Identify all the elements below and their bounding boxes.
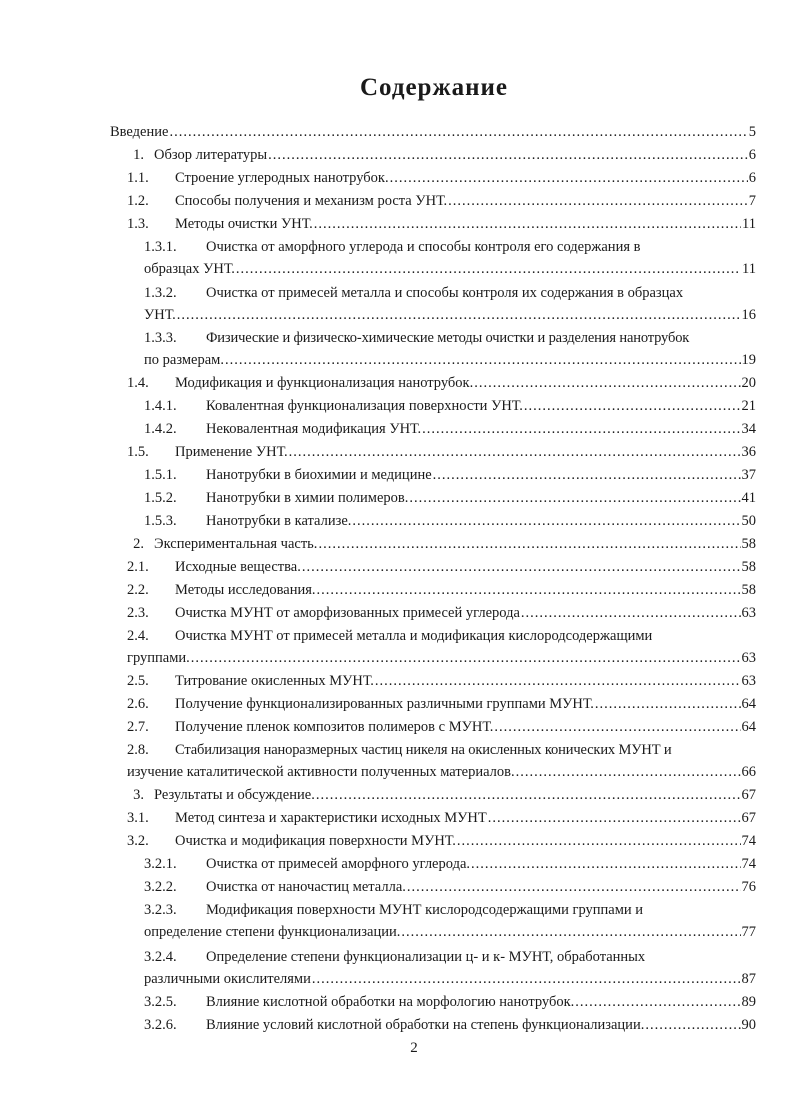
dot-leader [471, 853, 740, 875]
toc-entry-number: 2. [133, 536, 144, 552]
toc-entry-page: 63 [741, 673, 756, 689]
toc-entry-page: 76 [741, 879, 756, 895]
toc-entry-page: 64 [741, 719, 756, 735]
toc-entry-text: Результаты и обсуждение. [154, 787, 315, 803]
toc-entry-page: 89 [741, 994, 756, 1010]
dot-leader [645, 1014, 740, 1036]
toc-entry-number: 1.1. [127, 170, 149, 186]
toc-entry-number: 3.2.2. [144, 879, 177, 895]
toc-entry-continuation[interactable] [127, 647, 756, 669]
toc-entry-text: Титрование окисленных МУНТ. [175, 673, 374, 689]
toc-entry[interactable] [127, 670, 756, 692]
toc-entry-number: 3.2. [127, 833, 149, 849]
dot-leader [316, 784, 741, 806]
toc-entry-number: 2.6. [127, 696, 149, 712]
toc-entry-page: 66 [741, 764, 756, 780]
dot-leader [352, 510, 740, 532]
toc-entry[interactable] [144, 991, 756, 1013]
dot-leader [390, 167, 748, 189]
dot-leader [516, 761, 741, 783]
dot-leader [457, 830, 741, 852]
toc-entry-continuation[interactable] [144, 349, 756, 371]
toc-entry-page: 63 [741, 605, 756, 621]
dot-leader [375, 670, 741, 692]
toc-entry-text-continued: изучение каталитической активности полученных материалов. [127, 764, 515, 780]
toc-entry-text: Обзор литературы [154, 147, 268, 163]
dot-leader [236, 258, 741, 280]
dot-leader [177, 304, 741, 326]
toc-entry-number: 1.2. [127, 193, 149, 209]
toc-entry[interactable] [144, 946, 756, 968]
toc-entry-number: 1.3.1. [144, 239, 177, 255]
toc-entry-number: 2.8. [127, 742, 149, 758]
dot-leader [317, 579, 741, 601]
toc-entry-page: 5 [748, 124, 756, 140]
toc-entry-text: Нанотрубки в биохимии и медицине [206, 467, 432, 483]
page-number: 2 [410, 1040, 418, 1056]
toc-entry-text: Определение степени функционализации ц- и к- МУНТ, обработанных [206, 949, 646, 965]
toc-entry[interactable] [127, 830, 756, 852]
toc-entry[interactable] [127, 579, 756, 601]
toc-entry-text: Получение пленок композитов полимеров с МУНТ. [175, 719, 494, 735]
toc-entry[interactable] [144, 464, 756, 486]
dot-leader [169, 121, 747, 143]
toc-entry[interactable] [127, 625, 756, 647]
toc-entry[interactable] [127, 556, 756, 578]
toc-entry-text: Очистка от примесей металла и способы контроля их содержания в образцах [206, 285, 684, 301]
toc-entry[interactable] [144, 236, 756, 258]
toc-entry[interactable] [110, 784, 756, 806]
toc-entry[interactable] [127, 716, 756, 738]
toc-entry-number: 3.2.4. [144, 949, 177, 965]
toc-entry-page: 37 [741, 467, 756, 483]
toc-entry-text: Влияние условий кислотной обработки на степень функционализации. [206, 1017, 645, 1033]
toc-entry-page: 67 [741, 787, 756, 803]
toc-entry-page: 34 [741, 421, 756, 437]
toc-entry[interactable] [127, 213, 756, 235]
toc-entry-text: Физические и физическо-химические методы очистки и разделения нанотрубок [206, 330, 690, 346]
toc-entry-page: 19 [741, 352, 756, 368]
toc-entry-page: 74 [741, 833, 756, 849]
toc-entry-text: Строение углеродных нанотрубок. [175, 170, 389, 186]
toc-entry[interactable] [144, 899, 756, 921]
toc-entry-number: 2.1. [127, 559, 149, 575]
toc-entry-text: Очистка МУНТ от аморфизованных примесей углерода [175, 605, 520, 621]
toc-entry-number: 1.5.1. [144, 467, 177, 483]
toc-entry-page: 63 [741, 650, 756, 666]
toc-entry[interactable] [144, 853, 756, 875]
toc-entry-text: Нанотрубки в катализе. [206, 513, 352, 529]
toc-entry-number: 3.2.6. [144, 1017, 177, 1033]
toc-entry-page: 6 [748, 170, 756, 186]
toc-entry[interactable] [127, 372, 756, 394]
toc-entry-number: 3.2.1. [144, 856, 177, 872]
toc-entry[interactable] [127, 739, 759, 761]
dot-leader [407, 876, 741, 898]
dot-leader [302, 556, 741, 578]
toc-entry-page: 90 [741, 1017, 756, 1033]
dot-leader [521, 602, 741, 624]
toc-entry-number: 1.3.2. [144, 285, 177, 301]
dot-leader [494, 716, 740, 738]
toc-entry-page: 58 [741, 536, 756, 552]
toc-entry-text-continued: различными окислителями [144, 971, 311, 987]
toc-entry-page: 77 [741, 924, 756, 940]
dot-leader [488, 807, 741, 829]
toc-entry-page: 41 [741, 490, 756, 506]
toc-entry-number: 3.2.3. [144, 902, 177, 918]
toc-entry[interactable] [127, 693, 756, 715]
dot-leader [314, 213, 741, 235]
toc-entry-text: Очистка от примесей аморфного углерода. [206, 856, 471, 872]
dot-leader [401, 921, 740, 943]
toc-entry-page: 11 [742, 216, 756, 232]
dot-leader [268, 144, 748, 166]
toc-entry-text: Методы очистки УНТ. [175, 216, 313, 232]
toc-entry-text: Исходные вещества. [175, 559, 301, 575]
toc-entry-number: 1. [133, 147, 144, 163]
toc-entry[interactable] [127, 602, 756, 624]
dot-leader [433, 464, 741, 486]
toc-entry-text: Введение [110, 124, 169, 140]
toc-entry-page: 21 [741, 398, 756, 414]
toc-entry-number: 2.3. [127, 605, 149, 621]
toc-entry-page: 67 [741, 810, 756, 826]
toc-entry[interactable] [144, 327, 759, 349]
toc-entry-introduction[interactable] [110, 121, 756, 143]
toc-entry-page: 58 [741, 559, 756, 575]
toc-entry[interactable] [127, 167, 756, 189]
dot-leader [524, 395, 741, 417]
toc-entry-text: Очистка от аморфного углерода и способы контроля его содержания в [206, 239, 641, 255]
toc-entry-text-continued: УНТ. [144, 307, 176, 323]
toc-entry-page: 20 [741, 375, 756, 391]
toc-entry-continuation[interactable] [144, 968, 756, 990]
dot-leader [595, 693, 741, 715]
toc-entry[interactable] [144, 282, 756, 304]
toc-entry-text: Очистка от наночастиц металла. [206, 879, 406, 895]
toc-entry-page: 11 [742, 261, 756, 277]
toc-entry-continuation[interactable] [144, 921, 756, 943]
dot-leader [422, 418, 740, 440]
toc-entry[interactable] [144, 418, 756, 440]
toc-entry-page: 64 [741, 696, 756, 712]
toc-entry-page: 50 [741, 513, 756, 529]
toc-entry-text: Получение функционализированных различными группами МУНТ. [175, 696, 594, 712]
dot-leader [575, 991, 740, 1013]
dot-leader [448, 190, 748, 212]
dot-leader [474, 372, 740, 394]
toc-entry-continuation[interactable] [144, 304, 756, 326]
toc-entry[interactable] [127, 441, 756, 463]
toc-entry-text: Стабилизация наноразмерных частиц никеля на окисленных конических МУНТ и [175, 742, 672, 758]
dot-leader [289, 441, 741, 463]
toc-entry-page: 58 [741, 582, 756, 598]
toc-entry-continuation[interactable] [127, 761, 756, 783]
toc-entry-page: 87 [741, 971, 756, 987]
toc-entry-number: 1.3. [127, 216, 149, 232]
page-title: Содержание [359, 74, 508, 101]
toc-entry-text-continued: группами. [127, 650, 190, 666]
toc-entry-number: 3.1. [127, 810, 149, 826]
toc-entry[interactable] [110, 533, 756, 555]
toc-entry[interactable] [127, 190, 756, 212]
toc-entry-text-continued: образцах УНТ. [144, 261, 235, 277]
toc-entry[interactable] [144, 1014, 756, 1036]
toc-entry-text: Применение УНТ. [175, 444, 288, 460]
toc-entry-text: Нековалентная модификация УНТ. [206, 421, 422, 437]
toc-entry-number: 2.4. [127, 628, 149, 644]
toc-entry[interactable] [144, 487, 756, 509]
toc-entry-text-continued: определение степени функционализации. [144, 924, 401, 940]
toc-entry[interactable] [144, 510, 756, 532]
dot-leader [318, 533, 740, 555]
dot-leader [409, 487, 740, 509]
toc-entry-text: Ковалентная функционализация поверхности УНТ. [206, 398, 523, 414]
toc-entry-number: 1.4.1. [144, 398, 177, 414]
toc-entry-text: Влияние кислотной обработки на морфологию нанотрубок. [206, 994, 575, 1010]
toc-entry-text: Метод синтеза и характеристики исходных МУНТ [175, 810, 487, 826]
toc-entry-number: 1.5.3. [144, 513, 177, 529]
toc-entry-text: Модификация поверхности МУНТ кислородсодержащими группами и [206, 902, 644, 918]
toc-entry-text: Методы исследования. [175, 582, 316, 598]
toc-entry-text: Очистка и модификация поверхности МУНТ. [175, 833, 456, 849]
toc-entry-number: 2.5. [127, 673, 149, 689]
toc-entry-continuation[interactable] [144, 258, 756, 280]
toc-entry-page: 74 [741, 856, 756, 872]
toc-entry-number: 2.2. [127, 582, 149, 598]
toc-entry-number: 1.5.2. [144, 490, 177, 506]
toc-entry[interactable] [110, 144, 756, 166]
toc-entry-number: 3.2.5. [144, 994, 177, 1010]
toc-entry-text: Способы получения и механизм роста УНТ. [175, 193, 448, 209]
toc-entry[interactable] [127, 807, 756, 829]
toc-entry-number: 1.3.3. [144, 330, 177, 346]
toc-entry-text: Очистка МУНТ от примесей металла и модификация кислородсодержащими [175, 628, 653, 644]
toc-entry-text: Нанотрубки в химии полимеров. [206, 490, 409, 506]
toc-entry-text: Экспериментальная часть. [154, 536, 318, 552]
toc-entry-number: 1.4. [127, 375, 149, 391]
toc-entry-number: 1.4.2. [144, 421, 177, 437]
toc-entry-text-continued: по размерам. [144, 352, 224, 368]
toc-entry-page: 16 [741, 307, 756, 323]
toc-entry-number: 3. [133, 787, 144, 803]
toc-entry-text: Модификация и функционализация нанотрубок. [175, 375, 474, 391]
toc-entry-page: 7 [748, 193, 756, 209]
dot-leader [191, 647, 741, 669]
toc-entry-number: 1.5. [127, 444, 149, 460]
toc-entry[interactable] [144, 395, 756, 417]
toc-entry-page: 6 [748, 147, 756, 163]
dot-leader [312, 968, 741, 990]
toc-entry[interactable] [144, 876, 756, 898]
toc-entry-page: 36 [741, 444, 756, 460]
dot-leader [225, 349, 741, 371]
toc-entry-number: 2.7. [127, 719, 149, 735]
